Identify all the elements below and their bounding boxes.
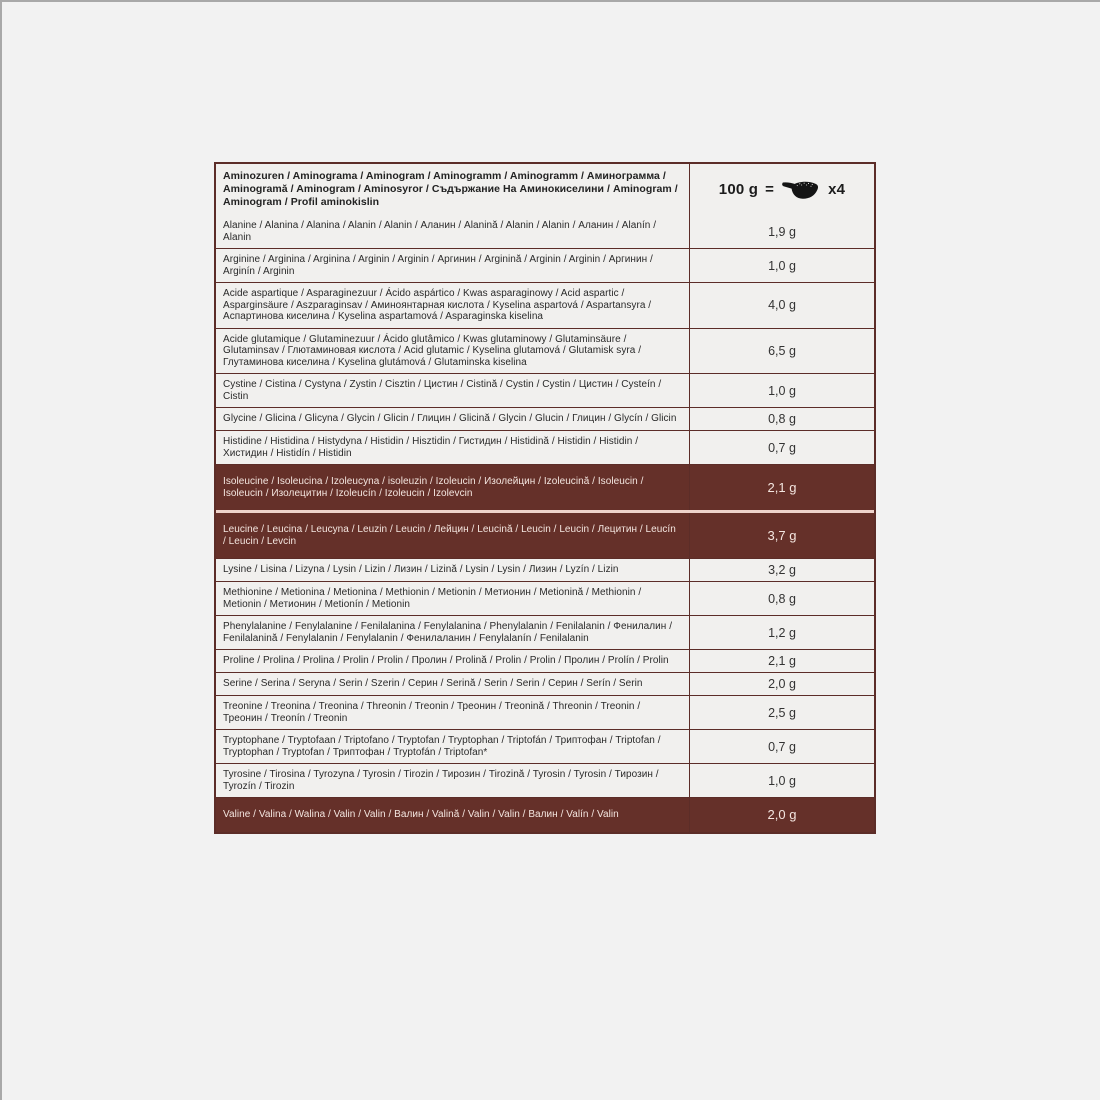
table-row [216, 763, 874, 797]
amino-acid-value: 6,5 g [768, 343, 796, 358]
amino-acid-names: Alanine / Alanina / Alanina / Alanin / Alanin / Аланин / Alanină / Alanin / Alanin / Аланин / Alanín / Alanin [216, 215, 690, 248]
amino-acid-names: Arginine / Arginina / Arginina / Arginin / Arginin / Аргинин / Arginină / Arginin / Arginin / Аргинин / Arginín / Arginin [216, 249, 690, 282]
table-row [216, 328, 874, 374]
amino-acid-names: Lysine / Lisina / Lizyna / Lysin / Lizin / Лизин / Lizină / Lysin / Lysin / Лизин / Lyzín / Lizin [216, 559, 690, 581]
amino-acid-value: 1,9 g [768, 224, 796, 239]
amino-acid-value: 0,7 g [768, 739, 796, 754]
table-row [216, 407, 874, 430]
amino-acid-names: Acide aspartique / Asparaginezuur / Ácido aspártico / Kwas asparaginowy / Acid aspartic / Asparginsäure / Aszparaginsav / Аминоянтарная кислота / Kyselina aspartová / Aspartansyra / Аспартинова киселина / Kyselina aspartamová / Asparaginska kiselina [216, 283, 690, 328]
amino-acid-value: 3,2 g [768, 563, 796, 577]
amino-acid-value: 2,0 g [767, 807, 797, 823]
aminogram-table [214, 162, 876, 834]
amino-acid-names: Acide glutamique / Glutaminezuur / Ácido glutâmico / Kwas glutaminowy / Glutaminsäure / Glutaminsav / Глютаминовая кислота / Acid glutamic / Kyselina glutamová / Glutamisk syra / Глутаминова киселина / Kyselina glutámová / Glutaminska kiselina [216, 329, 690, 374]
table-row [216, 729, 874, 763]
measuring-scoop-icon [781, 178, 821, 202]
amino-acid-value: 2,1 g [767, 480, 797, 495]
amino-acid-names: Tyrosine / Tirosina / Tyrozyna / Tyrosin / Tirozin / Тирозин / Tirozină / Tyrosin / Tyrosin / Тирозин / Tyrozín / Tirozin [216, 764, 690, 797]
table-row [216, 649, 874, 672]
amino-acid-names: Tryptophane / Tryptofaan / Triptofano / Tryptofan / Tryptophan / Triptofán / Триптофан / Triptofan / Tryptophan / Tryptofan / Триптофан / Tryptofán / Triptofan* [216, 730, 690, 763]
amino-acid-names: Glycine / Glicina / Glicyna / Glycin / Glicin / Глицин / Glicină / Glycin / Glucin / Глицин / Glycín / Glicin [216, 408, 690, 430]
table-row [216, 215, 874, 248]
amino-acid-value: 4,0 g [768, 298, 796, 313]
table-row [216, 581, 874, 615]
amino-acid-names: Cystine / Cistina / Cystyna / Zystin / Cisztin / Цистин / Cistină / Cystin / Cystin / Цистин / Cysteín / Cistin [216, 374, 690, 407]
table-row [216, 248, 874, 282]
amino-acid-value: 0,7 g [768, 440, 796, 455]
amino-acid-value: 2,5 g [768, 705, 796, 720]
amino-acid-value: 1,0 g [768, 383, 796, 398]
amino-acid-names: Leucine / Leucina / Leucyna / Leuzin / Leucin / Лейцин / Leucină / Leucin / Leucin / Лецитин / Leucín / Leucin / Levcin [216, 513, 690, 558]
table-row [216, 695, 874, 729]
table-row [216, 373, 874, 407]
amino-acid-value: 0,8 g [768, 591, 796, 606]
table-row [216, 558, 874, 581]
table-row [216, 430, 874, 464]
equals-sign: = [765, 181, 775, 198]
table-row [216, 510, 874, 558]
amino-acid-names: Isoleucine / Isoleucina / Izoleucyna / isoleuzin / Izoleucin / Изолейцин / Izoleucină / Isoleucin / Isoleucin / Изолецитин / Izoleucín / Izoleucin / Izolevcin [216, 465, 690, 510]
amino-acid-names: Methionine / Metionina / Metionina / Methionin / Metionin / Метионин / Metionină / Methionin / Metionin / Метионин / Metionín / Metionin [216, 582, 690, 615]
serving-multiplier: x4 [828, 181, 846, 198]
table-row [216, 464, 874, 510]
amino-acid-names: Serine / Serina / Seryna / Serin / Szerin / Серин / Serină / Serin / Serin / Серин / Serín / Serin [216, 673, 690, 695]
amino-acid-names: Phenylalanine / Fenylalanine / Fenilalanina / Fenylalanina / Phenylalanin / Fenilalanin / Фенилалин / Fenilalanină / Fenylalanin / Fenylalanin / Фенилаланин / Fenylalanín / Fenilalanin [216, 616, 690, 649]
amino-acid-names: Valine / Valina / Walina / Valin / Valin / Валин / Valină / Valin / Valin / Валин / Valín / Valin [216, 798, 690, 832]
serving-amount: 100 g [718, 181, 759, 198]
amino-acid-value: 2,1 g [768, 654, 796, 668]
table-title: Aminozuren / Aminograma / Aminogram / Aminogramm / Aminogramm / Аминограмма / Aminogramă / Aminogram / Aminosyror / Съдържание На Аминокиселини / Aminogram / Aminogram / Profil aminokislin [216, 164, 690, 215]
serving-info [690, 164, 874, 215]
table-row [216, 672, 874, 695]
amino-acid-value: 1,2 g [768, 625, 796, 640]
amino-acid-value: 2,0 g [768, 677, 796, 691]
amino-acid-names: Proline / Prolina / Prolina / Prolin / Prolin / Пролин / Prolină / Prolin / Prolin / Пролин / Prolín / Prolin [216, 650, 690, 672]
table-row [216, 797, 874, 832]
table-row [216, 615, 874, 649]
amino-acid-names: Treonine / Treonina / Treonina / Threonin / Treonin / Треонин / Treonină / Threonin / Treonin / Треонин / Treonín / Treonin [216, 696, 690, 729]
table-header-row [216, 164, 874, 215]
amino-acid-value: 1,0 g [768, 258, 796, 273]
amino-acid-value: 1,0 g [768, 773, 796, 788]
amino-acid-value: 0,8 g [768, 412, 796, 426]
table-row [216, 282, 874, 328]
amino-acid-value: 3,7 g [767, 528, 797, 543]
amino-acid-names: Histidine / Histidina / Histydyna / Histidin / Hisztidin / Гистидин / Histidină / Histidin / Histidin / Хистидин / Histidín / Histidin [216, 431, 690, 464]
